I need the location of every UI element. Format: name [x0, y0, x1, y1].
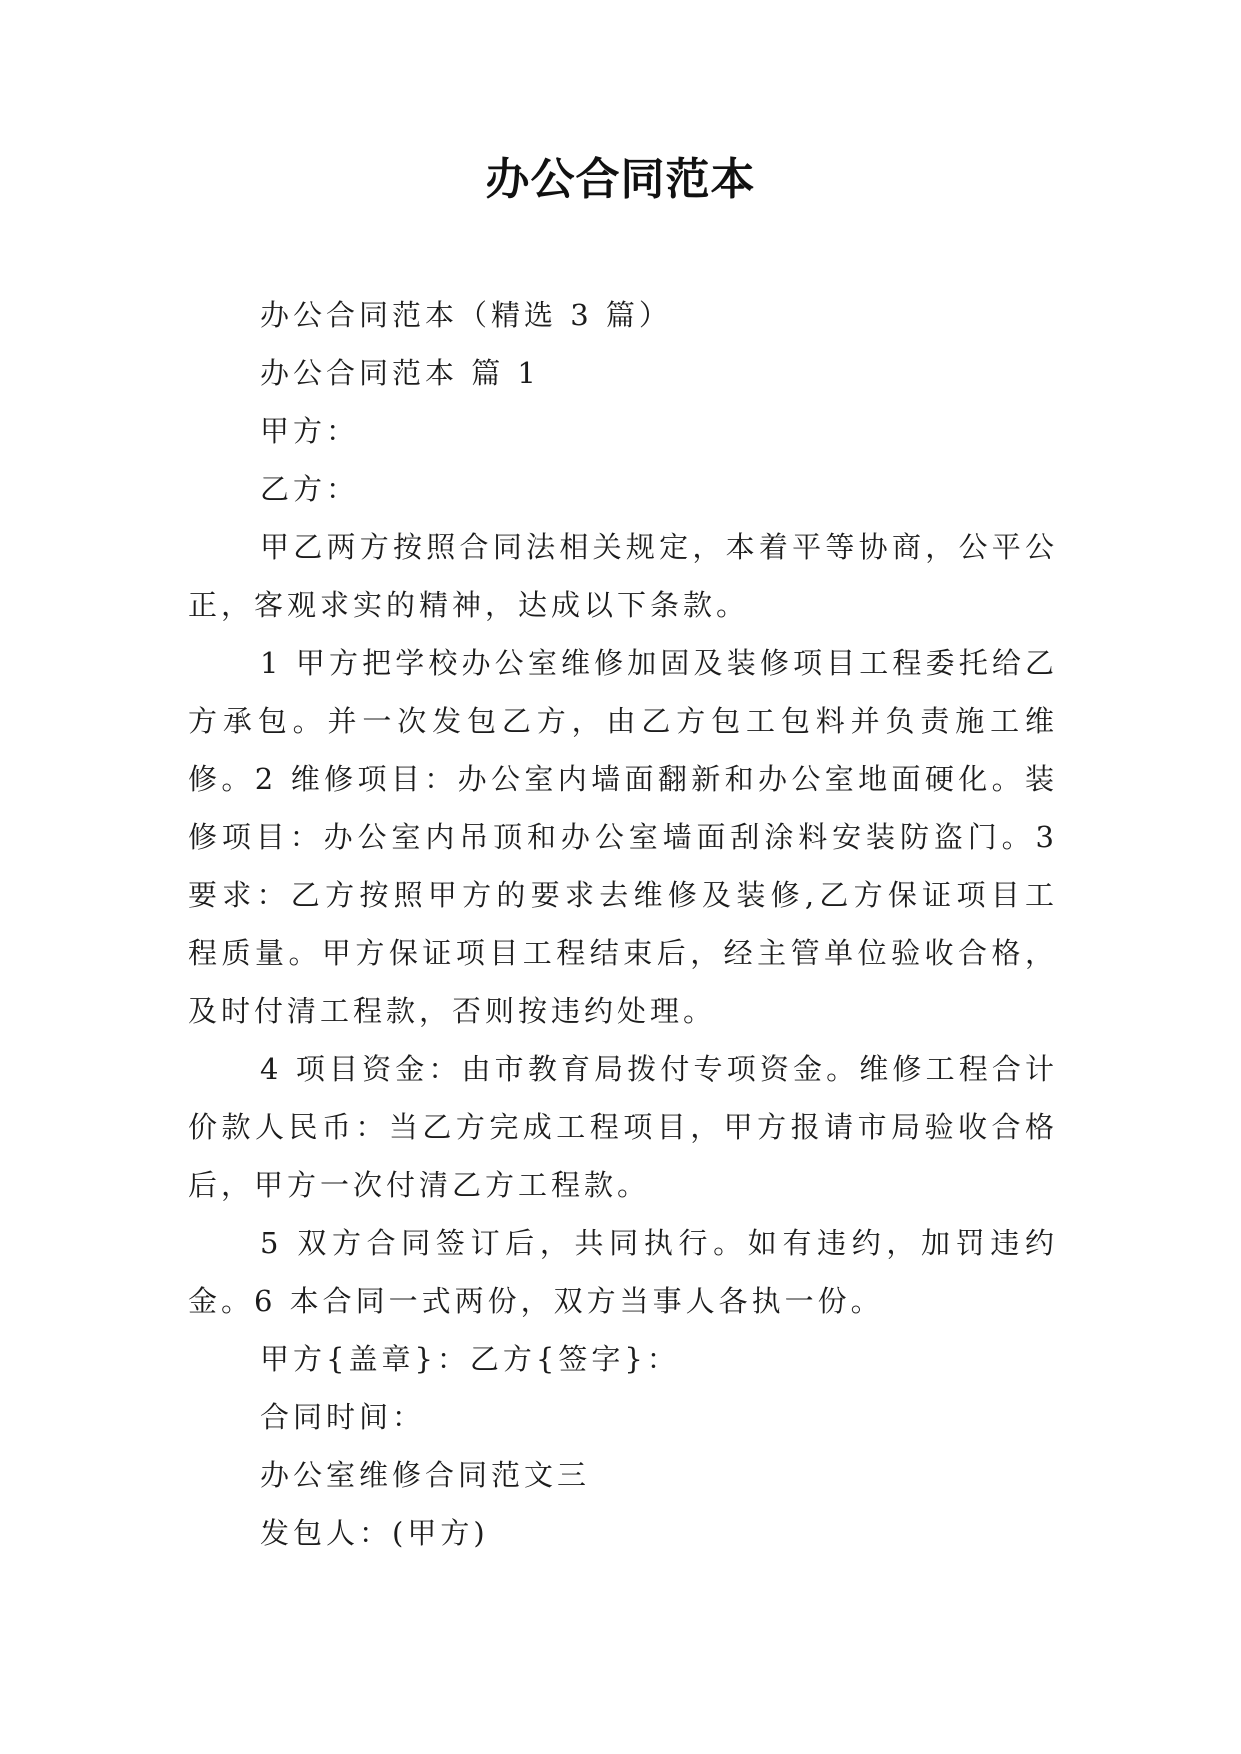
document-body: [188, 286, 1058, 1562]
paragraph-clause-4: 4 项目资金：由市教育局拨付专项资金。维修工程合计价款人民币：当乙方完成工程项目，甲方报请市局验收合格后，甲方一次付清乙方工程款。: [188, 1052, 1058, 1202]
paragraph-sample-three-heading: 办公室维修合同范文三: [260, 1458, 591, 1492]
paragraph-preamble: 甲乙两方按照合同法相关规定，本着平等协商，公平公正，客观求实的精神，达成以下条款。: [188, 530, 1058, 622]
paragraph-party-b: 乙方：: [260, 472, 360, 506]
document-title: 办公合同范本: [485, 154, 756, 205]
paragraph-section-heading: 办公合同范本 篇 1: [260, 356, 540, 390]
paragraph-contractor: 发包人：(甲方): [260, 1516, 489, 1550]
paragraph-signatures: 甲方{盖章}：乙方{签字}：: [260, 1342, 680, 1376]
paragraph-clauses-5-6: 5 双方合同签订后，共同执行。如有违约，加罚违约金。6 本合同一式两份，双方当事人各执一份。: [188, 1226, 1058, 1318]
paragraph-subtitle: 办公合同范本（精选 3 篇）: [260, 298, 672, 332]
paragraph-party-a: 甲方：: [260, 414, 360, 448]
paragraph-contract-date: 合同时间：: [260, 1400, 426, 1434]
paragraph-clauses-1-3: 1 甲方把学校办公室维修加固及装修项目工程委托给乙方承包。并一次发包乙方，由乙方包工包料并负责施工维修。2 维修项目：办公室内墙面翻新和办公室地面硬化。装修项目：办公室内吊顶和办公室墙面刮涂料安装防盗门。3 要求：乙方按照甲方的要求去维修及装修,乙方保证项目工程质量。甲方保证项目工程结束后，经主管单位验收合格，及时付清工程款，否则按违约处理。: [188, 646, 1058, 1028]
